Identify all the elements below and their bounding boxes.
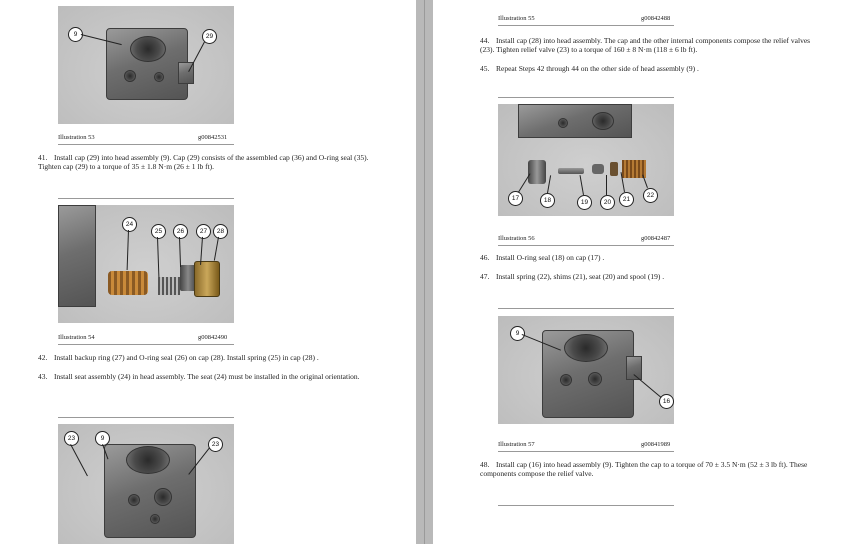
illustration-53-photo: [58, 6, 234, 124]
callout-9: 9: [95, 431, 110, 446]
left-page: [0, 0, 416, 544]
figure-rule: [58, 417, 234, 418]
callout-17: 17: [508, 191, 523, 206]
illustration-56-label: Illustration 56: [498, 235, 535, 242]
step-43: 43. Install seat assembly (24) in head assembly. The seat (24) must be installed in the original orientation.: [38, 372, 360, 381]
step-42: 42. Install backup ring (27) and O-ring seal (26) on cap (28). Install spring (25) in cap (28) .: [38, 353, 319, 362]
caption-rule: [498, 451, 674, 452]
caption-rule: [498, 25, 674, 26]
step-41: 41. Install cap (29) into head assembly (9). Cap (29) consists of the assembled cap (36) and O-ring seal (35). Tighten cap (29) to a torque of 35 ± 1.8 N·m (26 ± 1 lb ft).: [38, 153, 369, 171]
callout-25: 25: [151, 224, 166, 239]
figure-rule: [498, 97, 674, 98]
step-47: 47. Install spring (22), shims (21), seat (20) and spool (19) .: [480, 272, 665, 281]
illustration-54-photo: [58, 205, 234, 323]
step-44: 44. Install cap (28) into head assembly. The cap and the other internal components compose the relief valves (23). Tighten relief valve (23) to a torque of 160 ± 8 N·m (118 ± 6 lb ft).: [480, 36, 811, 54]
illustration-54-label: Illustration 54: [58, 334, 95, 341]
callout-9: 9: [510, 326, 525, 341]
callout-23: 23: [208, 437, 223, 452]
callout-16: 16: [659, 394, 674, 409]
callout-20: 20: [600, 195, 615, 210]
step-48: 48. Install cap (16) into head assembly (9). Tighten the cap to a torque of 70 ± 3.5 N·m (52 ± 3 lb ft). These components compose the relief valve.: [480, 460, 808, 478]
callout-29: 29: [202, 29, 217, 44]
right-page: [433, 0, 859, 544]
callout-19: 19: [577, 195, 592, 210]
callout-27: 27: [196, 224, 211, 239]
step-46: 46. Install O-ring seal (18) on cap (17) .: [480, 253, 605, 262]
step-45: 45. Repeat Steps 42 through 44 on the other side of head assembly (9) .: [480, 64, 699, 73]
callout-23: 23: [64, 431, 79, 446]
figure-rule: [58, 198, 234, 199]
illustration-57-label: Illustration 57: [498, 441, 535, 448]
illustration-53-label: Illustration 53: [58, 134, 95, 141]
callout-21: 21: [619, 192, 634, 207]
caption-rule: [498, 245, 674, 246]
illustration-55-label: Illustration 55: [498, 15, 535, 22]
callout-9: 9: [68, 27, 83, 42]
illustration-54-code: g00842490: [198, 334, 228, 341]
leader-line: [606, 175, 607, 195]
caption-rule: [58, 344, 234, 345]
illustration-53-code: g00842531: [198, 134, 228, 141]
callout-26: 26: [173, 224, 188, 239]
callout-22: 22: [643, 188, 658, 203]
illustration-56-code: g00842487: [641, 235, 671, 242]
illustration-57-code: g00841989: [641, 441, 671, 448]
figure-rule: [498, 505, 674, 506]
callout-18: 18: [540, 193, 555, 208]
callout-24: 24: [122, 217, 137, 232]
callout-28: 28: [213, 224, 228, 239]
illustration-55-code: g00842488: [641, 15, 671, 22]
page-gutter: [416, 0, 433, 544]
figure-rule: [498, 308, 674, 309]
caption-rule: [58, 144, 234, 145]
